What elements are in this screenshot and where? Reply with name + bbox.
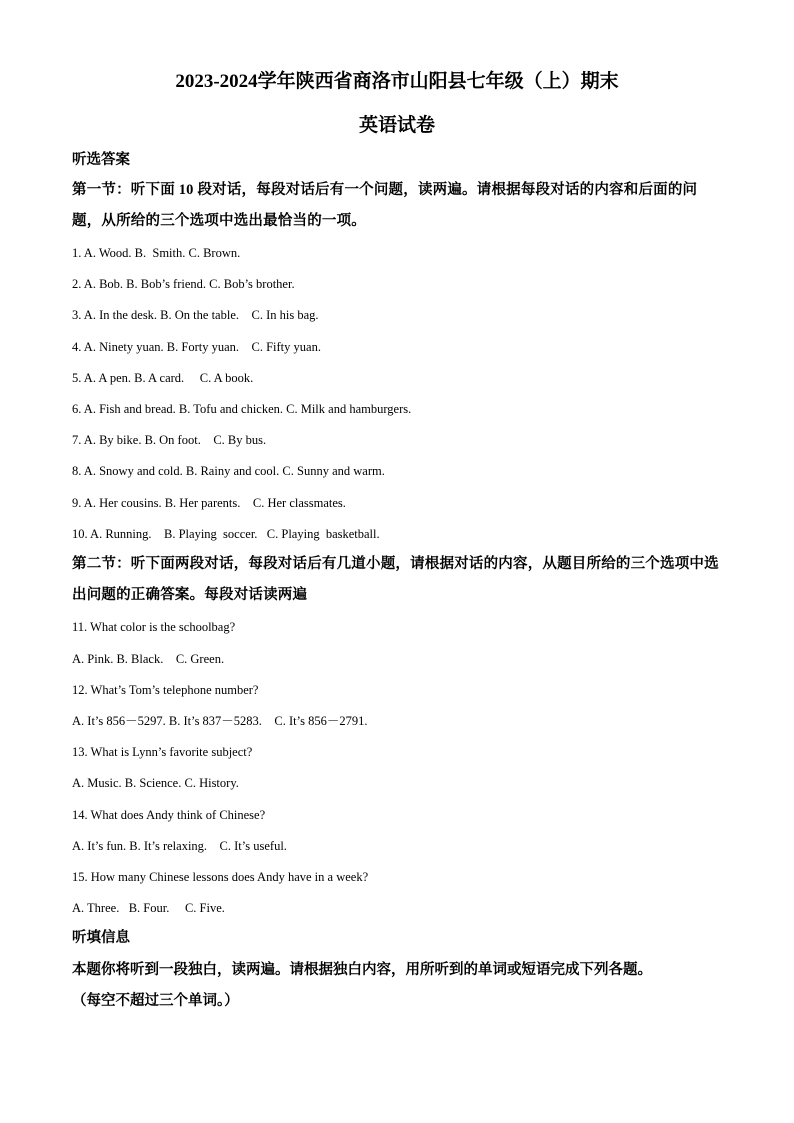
part2-options: A. It’s fun. B. It’s relaxing. C. It’s useful. xyxy=(72,839,287,853)
part2-options: A. Music. B. Science. C. History. xyxy=(72,776,239,790)
part1-item: 1. A. Wood. B. Smith. C. Brown. xyxy=(72,246,241,260)
part2-options: A. Three. B. Four. C. Five. xyxy=(72,901,225,915)
part2-options: A. Pink. B. Black. C. Green. xyxy=(72,652,225,666)
section2-heading: 听填信息 xyxy=(72,930,130,946)
part2-instruction: 第二节：听下面两段对话，每段对话后有几道小题，请根据对话的内容，从题目所给的三个选项中选出问题的正确答案。每段对话读两遍 xyxy=(72,556,719,603)
part1-instruction: 第一节：听下面 10 段对话，每段对话后有一个问题，读两遍。请根据每段对话的内容和后面的问题，从所给的三个选项中选出最恰当的一项。 xyxy=(72,182,698,229)
part1-item: 10. A. Running. B. Playing soccer. C. Playing basketball. xyxy=(72,527,380,541)
exam-subtitle: 英语试卷 xyxy=(358,115,435,136)
part1-item: 4. A. Ninety yuan. B. Forty yuan. C. Fifty yuan. xyxy=(72,340,321,354)
part1-item: 5. A. A pen. B. A card. C. A book. xyxy=(72,371,254,385)
part1-item: 3. A. In the desk. B. On the table. C. In his bag. xyxy=(72,308,319,322)
part2-question: 11. What color is the schoolbag? xyxy=(72,620,236,634)
section2-instruction-note: （每空不超过三个单词。） xyxy=(72,993,239,1009)
part2-question: 14. What does Andy think of Chinese? xyxy=(72,808,266,822)
part2-options: A. It’s 856－5297. B. It’s 837－5283. C. It’s 856－2791. xyxy=(72,714,368,728)
section1-heading: 听选答案 xyxy=(72,152,130,168)
part1-item: 9. A. Her cousins. B. Her parents. C. Her classmates. xyxy=(72,496,346,510)
part1-item: 8. A. Snowy and cold. B. Rainy and cool. C. Sunny and warm. xyxy=(72,464,385,478)
part2-question: 15. How many Chinese lessons does Andy have in a week? xyxy=(72,870,369,884)
part1-item: 6. A. Fish and bread. B. Tofu and chicken. C. Milk and hamburgers. xyxy=(72,402,412,416)
exam-title: 2023-2024学年陕西省商洛市山阳县七年级（上）期末 xyxy=(175,71,619,92)
section2-instruction: 本题你将听到一段独白，读两遍。请根据独白内容，用所听到的单词或短语完成下列各题。 xyxy=(72,962,652,978)
part2-question: 12. What’s Tom’s telephone number? xyxy=(72,683,259,697)
part1-item: 2. A. Bob. B. Bob’s friend. C. Bob’s brother. xyxy=(72,277,295,291)
part2-question: 13. What is Lynn’s favorite subject? xyxy=(72,745,253,759)
part1-item: 7. A. By bike. B. On foot. C. By bus. xyxy=(72,433,267,447)
